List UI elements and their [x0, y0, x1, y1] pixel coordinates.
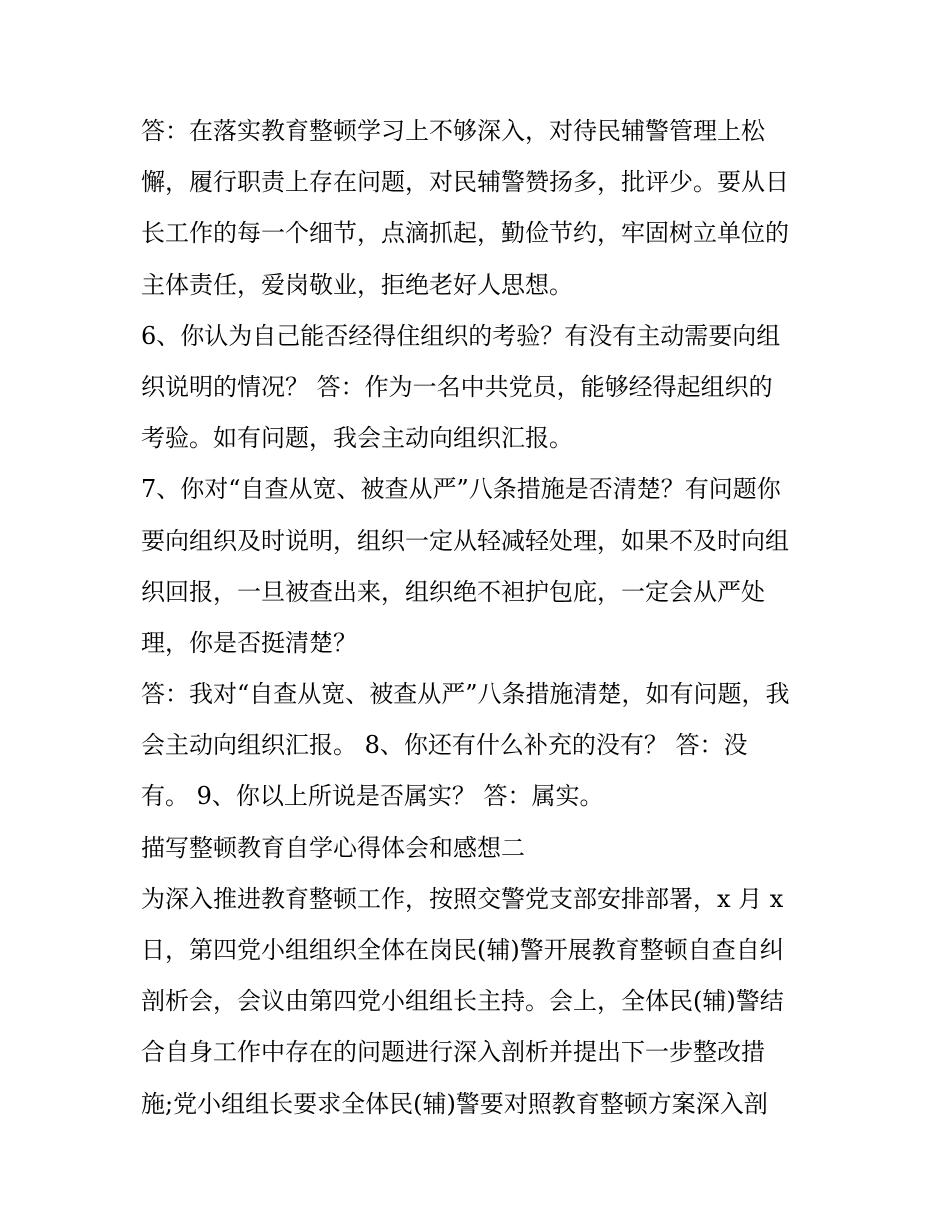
- text-line: 理，你是否挺清楚？: [141, 628, 357, 657]
- question-7-line: 7、你对“自查从宽、被查从严”八条措施是否清楚？有问题你: [141, 475, 781, 504]
- text-line: 剖析会，会议由第四党小组组长主持。会上，全体民(辅)警结: [141, 987, 784, 1016]
- text-line: 长工作的每一个细节，点滴抓起，勤俭节约，牢固树立单位的: [141, 219, 789, 248]
- text-line: 懈，履行职责上存在问题，对民辅警赞扬多，批评少。要从日: [141, 168, 789, 197]
- text-line: 施;党小组组长要求全体民(辅)警要对照教育整顿方案深入剖: [141, 1089, 768, 1118]
- text-line: 织回报，一旦被查出来，组织绝不袒护包庇，一定会从严处: [141, 577, 765, 606]
- text-line: 会主动向组织汇报。 8、你还有什么补充的没有？ 答：没: [141, 731, 748, 760]
- text-line: 答：在落实教育整顿学习上不够深入，对待民辅警管理上松: [141, 117, 765, 145]
- text-line: 主体责任，爱岗敬业，拒绝老好人思想。: [141, 270, 573, 299]
- section-heading: 描写整顿教育自学心得体会和感想二: [141, 833, 525, 862]
- text-line: 为深入推进教育整顿工作，按照交警党支部安排部署，x 月 x: [141, 884, 784, 913]
- question-6-line: 6、你认为自己能否经得住组织的考验？有没有主动需要向组: [141, 321, 781, 350]
- answer-7-line: 答：我对“自查从宽、被查从严”八条措施清楚，如有问题，我: [141, 680, 790, 709]
- text-line: 织说明的情况？ 答：作为一名中共党员，能够经得起组织的: [141, 372, 773, 401]
- text-line: 要向组织及时说明，组织一定从轻减轻处理，如果不及时向组: [141, 526, 789, 555]
- text-line: 考验。如有问题，我会主动向组织汇报。: [141, 424, 573, 453]
- text-line: 有。 9、你以上所说是否属实？ 答：属实。: [141, 782, 604, 811]
- text-line: 日，第四党小组组织全体在岗民(辅)警开展教育整顿自查自纠: [141, 936, 784, 964]
- document-body: [141, 106, 821, 1130]
- text-line: 合自身工作中存在的问题进行深入剖析并提出下一步整改措: [141, 1038, 765, 1067]
